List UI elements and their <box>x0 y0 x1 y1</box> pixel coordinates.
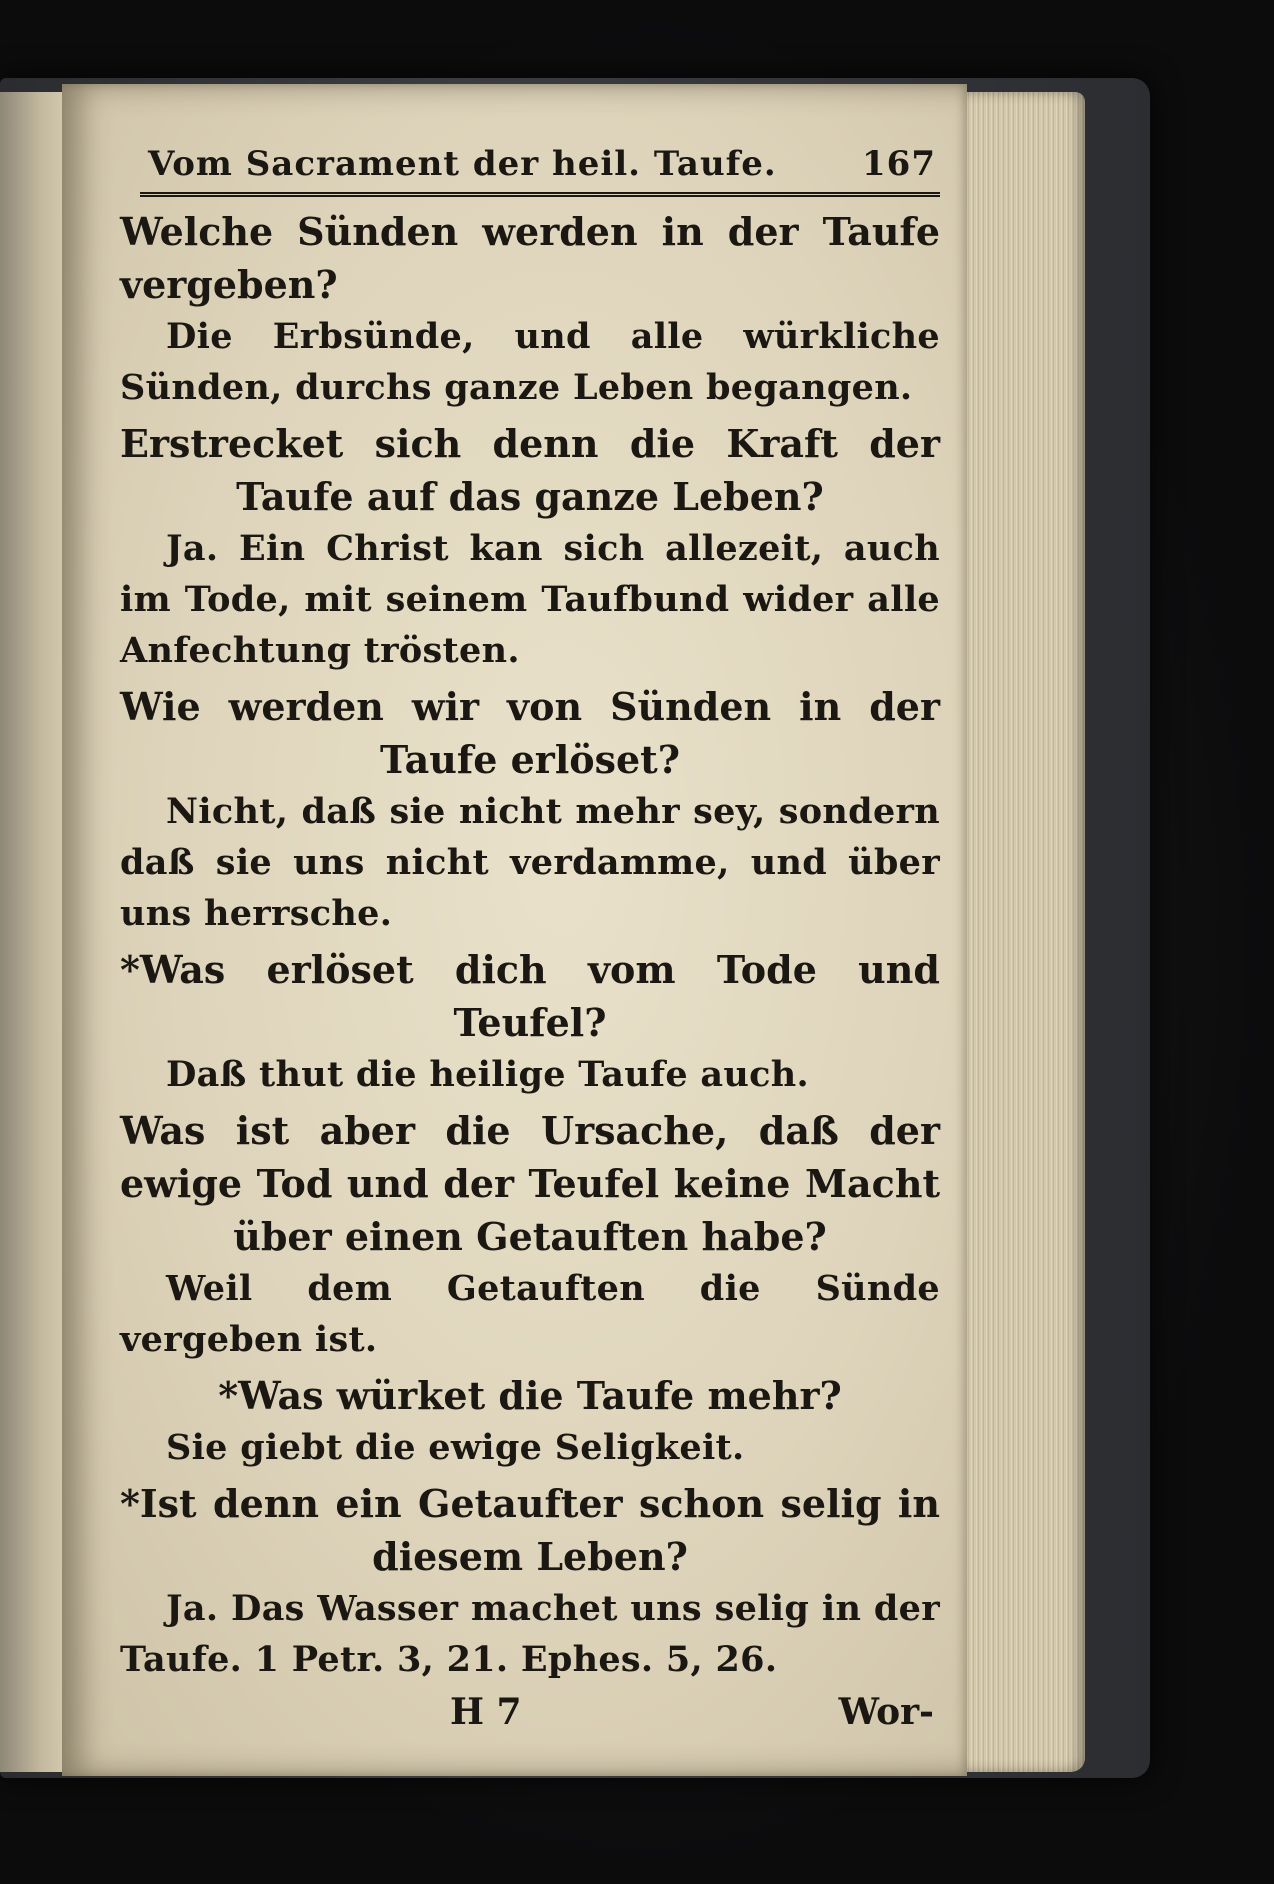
book-page <box>62 84 967 1776</box>
question-5: Was ist aber die Ursache, daß der ewige Tod und der Teufel keine Macht über einen Getauften habe? <box>120 1108 940 1259</box>
catchword: Wor- <box>838 1691 934 1733</box>
question-1: Welche Sünden werden in der Taufe vergeben? <box>120 209 940 307</box>
page-text-block <box>120 144 940 1751</box>
header-rule <box>140 192 940 197</box>
answer-7: Ja. Das Wasser machet uns selig in der Taufe. 1 Petr. 3, 21. Ephes. 5, 26. <box>120 1588 940 1680</box>
answer-3: Nicht, daß sie nicht mehr sey, sondern daß sie uns nicht verdamme, und über uns herrsche. <box>120 791 940 934</box>
page-number: 167 <box>862 144 936 184</box>
page-stack-edges <box>960 92 1085 1772</box>
running-head <box>120 144 940 192</box>
running-title: Vom Sacrament der heil. Taufe. <box>148 144 777 184</box>
question-2: Erstrecket sich denn die Kraft der Taufe auf das ganze Leben? <box>120 421 940 519</box>
previous-page-edge <box>0 92 70 1772</box>
signature-mark: H 7 <box>450 1691 522 1733</box>
question-4: *Was erlöset dich vom Tode und Teufel? <box>120 947 940 1045</box>
question-7: *Ist denn ein Getaufter schon selig in diesem Leben? <box>120 1481 940 1579</box>
answer-1: Die Erbsünde, und alle würkliche Sünden, durchs ganze Leben begangen. <box>120 316 940 408</box>
question-3: Wie werden wir von Sünden in der Taufe erlöset? <box>120 684 940 782</box>
answer-6: Sie giebt die ewige Seligkeit. <box>166 1427 745 1468</box>
question-6: *Was würket die Taufe mehr? <box>218 1373 842 1418</box>
answer-2: Ja. Ein Christ kan sich allezeit, auch im Tode, mit seinem Taufbund wider alle Anfechtung trösten. <box>120 528 940 671</box>
answer-5: Weil dem Getauften die Sünde vergeben ist. <box>120 1268 940 1360</box>
page-footer <box>120 1691 940 1751</box>
answer-4: Daß thut die heilige Taufe auch. <box>166 1054 809 1095</box>
